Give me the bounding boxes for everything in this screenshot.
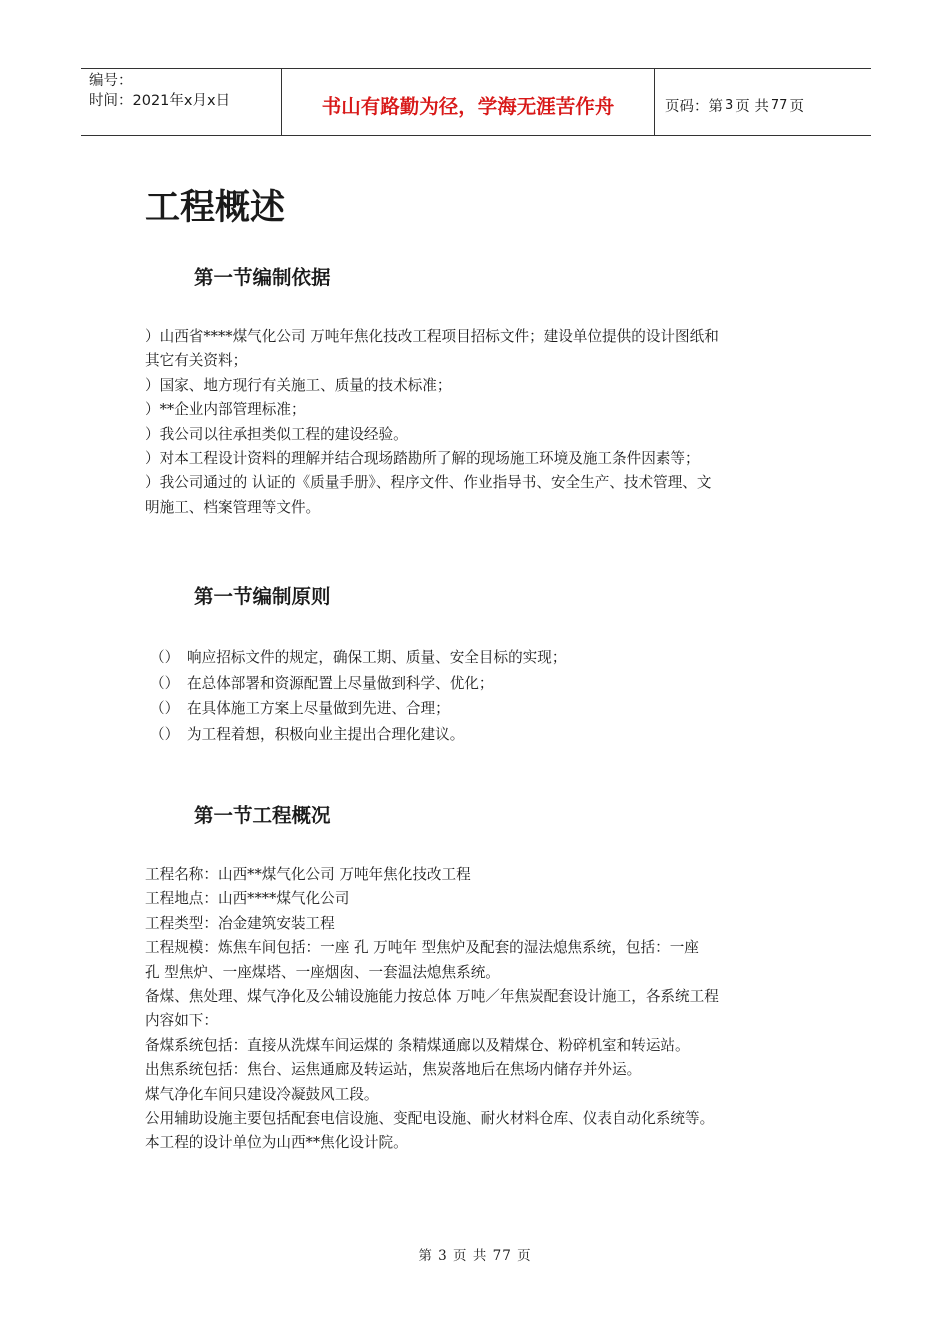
overview-body: [145, 863, 815, 1156]
overview-line: 工程类型：冶金建筑安装工程: [145, 914, 335, 932]
basis-line: 明施工、档案管理等文件。: [145, 498, 321, 516]
page-current: 3: [725, 97, 734, 113]
basis-line: ）我公司以往承担类似工程的建设经验。: [145, 425, 408, 443]
overview-line: 出焦系统包括：焦台、运焦通廊及转运站，焦炭落地后在焦场内储存并外运。: [145, 1061, 642, 1079]
section-heading-basis: 第一节编制依据: [194, 266, 331, 289]
overview-line: 孔 型焦炉、一座煤塔、一座烟囱、一套温法熄焦系统。: [145, 963, 500, 981]
document-number-label: 编号：: [89, 73, 133, 89]
overview-line: 工程名称：山西**煤气化公司 万吨年焦化技改工程: [145, 866, 471, 883]
section-heading-principles: 第一节编制原则: [194, 585, 331, 608]
header-page-info: [655, 69, 871, 135]
list-item: [150, 671, 566, 697]
list-item-marker: （）: [150, 649, 180, 666]
overview-line: 工程规模：炼焦车间包括：一座 孔 万吨年 型焦炉及配套的湿法熄焦系统，包括：一座: [145, 939, 699, 957]
principles-list: [150, 645, 566, 747]
overview-line: 本工程的设计单位为山西**焦化设计院。: [145, 1134, 408, 1152]
basis-line: ）国家、地方现行有关施工、质量的技术标准；: [145, 376, 452, 394]
page-footer: 第 3 页 共 77 页: [418, 1248, 532, 1264]
list-item-text: 为工程着想，积极向业主提出合理化建议。: [187, 725, 465, 743]
list-item: [150, 722, 566, 748]
overview-line: 煤气净化车间只建设冷凝鼓风工段。: [145, 1085, 379, 1103]
page-title: 工程概述: [145, 188, 286, 228]
basis-body: [145, 325, 815, 520]
page-prefix: 页码：第: [665, 98, 723, 115]
header-motto: 书山有路勤为径，学海无涯苦作舟: [282, 69, 655, 135]
overview-line: 工程地点：山西****煤气化公司: [145, 890, 350, 908]
overview-line: 公用辅助设施主要包括配套电信设施、变配电设施、耐火材料仓库、仪表自动化系统等。: [145, 1109, 715, 1127]
list-item-text: 在总体部署和资源配置上尽量做到科学、优化；: [187, 674, 494, 692]
document-date: 时间：2021年x月x日: [89, 93, 231, 109]
basis-line: ）**企业内部管理标准；: [145, 401, 306, 419]
list-item-marker: （）: [150, 700, 180, 717]
list-item-text: 在具体施工方案上尽量做到先进、合理；: [187, 700, 450, 717]
page-header: [81, 68, 871, 136]
page-total: 77: [770, 97, 788, 113]
header-meta: [81, 69, 282, 135]
overview-line: 备煤系统包括：直接从洗煤车间运煤的 条精煤通廊以及精煤仓、粉碎机室和转运站。: [145, 1036, 690, 1054]
basis-line: ）对本工程设计资料的理解并结合现场踏勘所了解的现场施工环境及施工条件因素等；: [145, 449, 700, 467]
list-item-text: 响应招标文件的规定，确保工期、质量、安全目标的实现；: [187, 649, 567, 666]
basis-line: 其它有关资料；: [145, 352, 248, 370]
page-suffix: 页: [789, 98, 804, 115]
list-item-marker: （）: [150, 674, 180, 692]
section-heading-overview: 第一节工程概况: [194, 804, 331, 827]
page-middle: 页 共: [735, 98, 769, 115]
list-item-marker: （）: [150, 725, 180, 743]
basis-line: ）山西省****煤气化公司 万吨年焦化技改工程项目招标文件；建设单位提供的设计图纸和: [145, 328, 719, 345]
list-item: [150, 645, 566, 671]
overview-line: 备煤、焦处理、煤气净化及公辅设施能力按总体 万吨／年焦炭配套设计施工，各系统工程: [145, 987, 719, 1005]
list-item: [150, 696, 566, 722]
overview-line: 内容如下：: [145, 1012, 218, 1030]
basis-line: ）我公司通过的 认证的《质量手册》、程序文件、作业指导书、安全生产、技术管理、文: [145, 474, 712, 492]
